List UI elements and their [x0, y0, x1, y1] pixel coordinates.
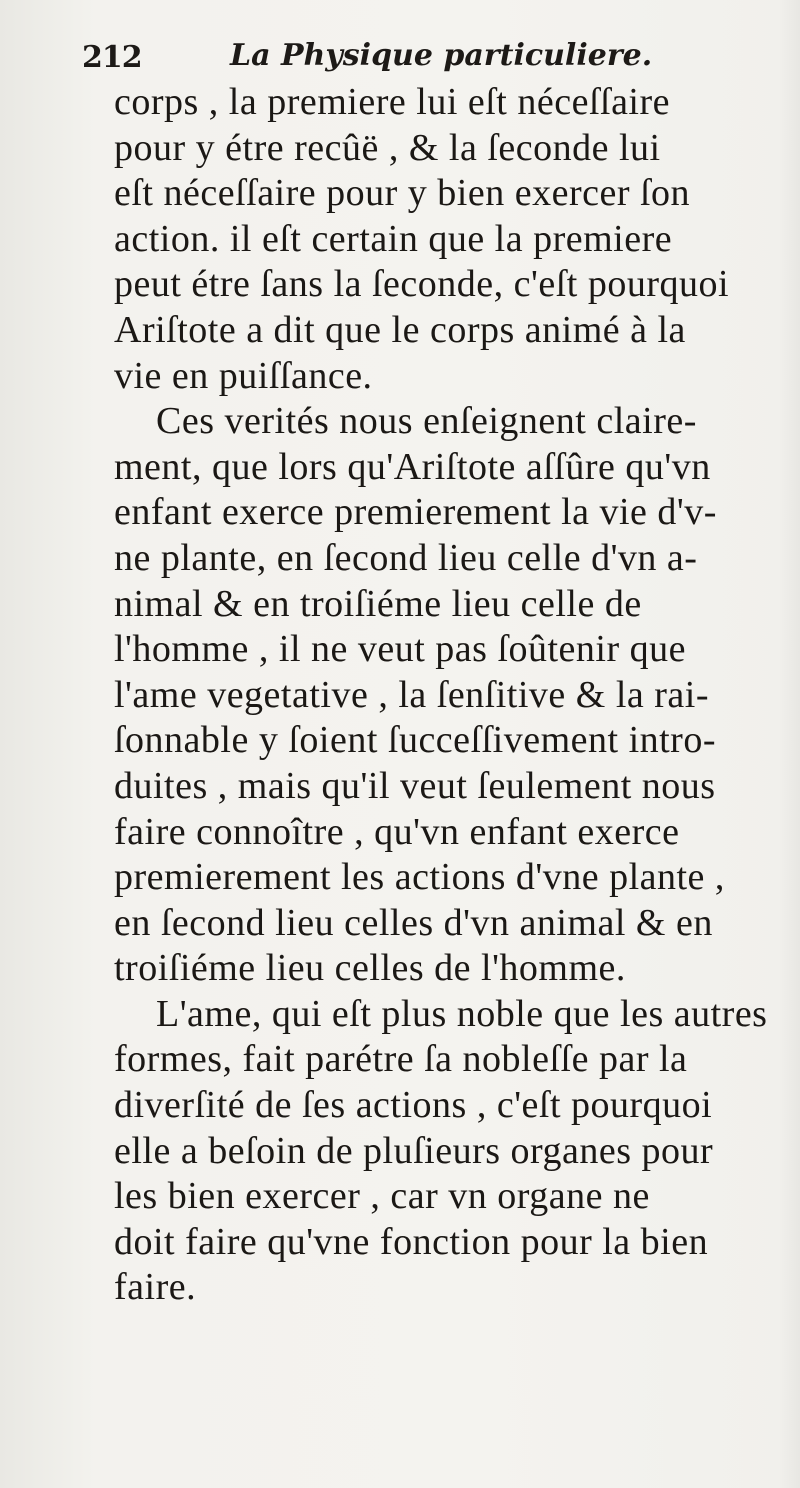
- text-line: troiſiéme lieu celles de l'homme.: [114, 947, 626, 990]
- text-line: l'ame vegetative , la ſenſitive & la rai-: [114, 673, 709, 716]
- running-title: La Physique particuliere.: [230, 38, 653, 73]
- text-line: l'homme , il ne veut pas ſoûtenir que: [114, 628, 687, 671]
- text-line: pour y étre recûë , & la ſeconde lui: [114, 126, 661, 169]
- text-line: ment, que lors qu'Ariſtote aſſûre qu'vn: [114, 445, 711, 488]
- text-line: L'ame, qui eſt plus noble que les autres: [156, 992, 768, 1035]
- text-line: ne plante, en ſecond lieu celle d'vn a-: [114, 536, 698, 579]
- text-line: eſt néceſſaire pour y bien exercer ſon: [114, 172, 691, 215]
- text-line: action. il eſt certain que la premiere: [114, 217, 673, 260]
- text-line: faire.: [114, 1266, 197, 1309]
- text-line: en ſecond lieu celles d'vn animal & en: [114, 901, 713, 944]
- text-line: enfant exerce premierement la vie d'v-: [114, 491, 717, 534]
- text-line: formes, fait parétre ſa nobleſſe par la: [114, 1038, 688, 1081]
- text-line: elle a beſoin de pluſieurs organes pour: [114, 1129, 714, 1172]
- text-line: nimal & en troiſiéme lieu celle de: [114, 582, 642, 625]
- page-header: [82, 34, 762, 80]
- text-line: Ariſtote a dit que le corps animé à la: [114, 308, 686, 351]
- page-edge-shadow: [778, 0, 800, 1488]
- text-line: ſonnable y ſoient ſucceſſivement intro-: [114, 719, 716, 762]
- text-line: faire connoître , qu'vn enfant exerce: [114, 810, 680, 853]
- text-line: diverſité de ſes actions , c'eſt pourquoi: [114, 1084, 713, 1127]
- text-line: les bien exercer , car vn organe ne: [114, 1175, 650, 1218]
- page-number: 212: [82, 40, 142, 75]
- text-line: duites , mais qu'il veut ſeulement nous: [114, 764, 716, 807]
- body-text: [114, 80, 794, 1311]
- text-line: premierement les actions d'vne plante ,: [114, 856, 725, 899]
- text-line: corps , la premiere lui eſt néceſſaire: [114, 81, 671, 123]
- text-line: peut étre ſans la ſeconde, c'eſt pourquoi: [114, 263, 730, 306]
- text-line: doit faire qu'vne fonction pour la bien: [114, 1220, 709, 1263]
- text-line: Ces verités nous enſeignent claire-: [156, 400, 697, 443]
- text-line: vie en puiſſance.: [114, 354, 373, 397]
